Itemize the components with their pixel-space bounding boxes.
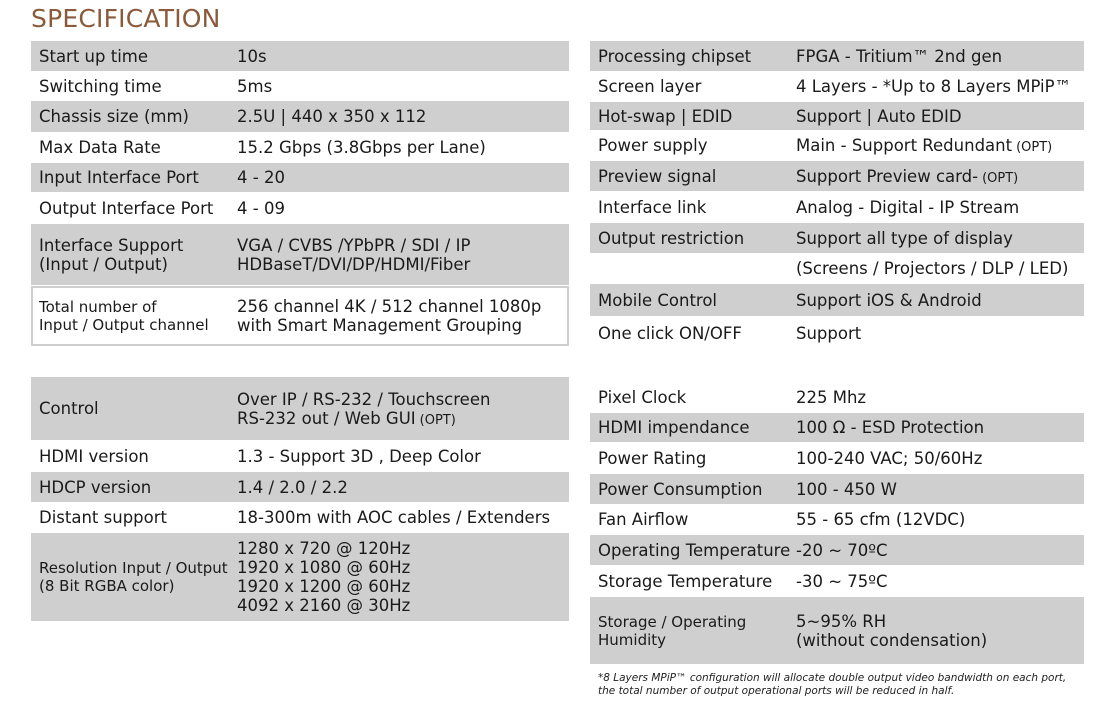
spec-label-line: Storage / Operating	[598, 612, 747, 631]
spec-label-line: Input / Output channel	[39, 315, 209, 334]
spec-label-line: Max Data Rate	[39, 138, 161, 157]
spec-value-line	[796, 259, 1068, 278]
spec-value-line	[237, 478, 348, 497]
spec-label-line: Humidity	[598, 630, 667, 649]
spec-row	[590, 566, 1084, 597]
spec-label-line: (8 Bit RGBA color)	[39, 577, 175, 595]
optional-badge: (OPT)	[419, 412, 456, 428]
spec-label	[590, 505, 796, 534]
spec-label-line: Interface link	[598, 197, 707, 217]
spec-value-line	[796, 198, 1019, 217]
spec-label	[31, 441, 237, 471]
spec-value	[237, 441, 481, 471]
spec-value-line	[237, 47, 267, 66]
spec-label-line: Chassis size (mm)	[39, 107, 189, 126]
spec-value-line	[237, 138, 486, 157]
spec-value-text: 1.4 / 2.0 / 2.2	[237, 477, 348, 497]
spec-value-line	[237, 577, 410, 596]
spec-row	[31, 41, 569, 72]
spec-value-text: 4 Layers - *Up to 8 Layers MPiP™	[796, 77, 1072, 96]
spec-label-line: Power supply	[598, 136, 708, 155]
footnote-line: *8 Layers MPiP™ configuration will allocate double output video bandwidth on each port,	[598, 672, 1067, 684]
spec-row	[31, 72, 569, 101]
spec-row	[31, 224, 569, 286]
spec-label	[31, 286, 237, 345]
spec-value	[237, 72, 272, 100]
spec-label	[31, 101, 237, 132]
spec-row	[590, 131, 1084, 161]
spec-row	[31, 472, 569, 503]
spec-value-line	[796, 418, 984, 437]
spec-label	[590, 161, 796, 191]
spec-label	[31, 163, 237, 192]
spec-label	[590, 223, 796, 253]
spec-value-line	[796, 167, 1018, 186]
spec-value-text: 55 - 65 cfm (12VDC)	[796, 510, 966, 529]
spec-value	[796, 41, 1002, 71]
spec-value-line	[237, 77, 272, 96]
spec-value	[796, 254, 1068, 283]
spec-value-line	[796, 631, 987, 650]
spec-row	[590, 505, 1084, 535]
spec-value	[796, 566, 888, 596]
spec-row	[31, 101, 569, 133]
spec-value-line	[237, 539, 410, 558]
spec-table-right-top	[590, 41, 1084, 351]
spec-label-line: Control	[39, 399, 99, 418]
spec-label	[31, 224, 237, 285]
spec-label-line: Distant support	[39, 508, 167, 527]
spec-row	[31, 133, 569, 163]
spec-value-line	[796, 388, 866, 407]
spec-value-line	[796, 480, 897, 499]
spec-value-text: Main - Support Redundant	[796, 136, 1013, 155]
spec-value-text: FPGA - Tritium™ 2nd gen	[796, 46, 1003, 66]
spec-label-line: Switching time	[39, 76, 162, 96]
spec-value	[796, 413, 984, 442]
spec-value-line	[237, 409, 490, 428]
spec-label-line: Input Interface Port	[39, 168, 199, 187]
spec-label-line: Operating Temperature	[598, 540, 791, 560]
spec-value-text: 10s	[237, 46, 267, 66]
spec-value-text: 100 - 450 W	[796, 479, 897, 499]
spec-value-line	[237, 107, 426, 126]
spec-value-line	[796, 324, 861, 343]
spec-label-line: Interface Support	[39, 235, 184, 255]
spec-label	[590, 317, 796, 350]
spec-label	[590, 72, 796, 101]
spec-value	[237, 533, 410, 621]
spec-value-line	[796, 107, 962, 126]
spec-value	[796, 317, 861, 350]
spec-row	[590, 284, 1084, 317]
spec-value-line	[237, 447, 481, 466]
spec-value-text: 1920 x 1200 @ 60Hz	[237, 577, 411, 596]
spec-value-text: Support Preview card-	[796, 166, 979, 186]
spec-value-text: 4 - 09	[237, 198, 285, 218]
spec-value	[237, 286, 541, 345]
spec-label	[590, 566, 796, 596]
spec-value	[237, 163, 285, 192]
footnote	[598, 672, 1066, 698]
spec-label-line: Power Rating	[598, 448, 707, 468]
spec-label-line: One click ON/OFF	[598, 324, 742, 343]
spec-label-line: Mobile Control	[598, 290, 718, 310]
spec-value-text: 225 Mhz	[796, 387, 867, 407]
footnote-line: the total number of output operational ports will be reduced in half.	[598, 685, 955, 697]
spec-value	[796, 72, 1071, 101]
spec-label-line: Output restriction	[598, 228, 745, 248]
spec-value-text: 5~95% RH	[796, 611, 887, 631]
spec-value-text: (Screens / Projectors / DLP / LED)	[796, 259, 1069, 278]
spec-row	[31, 441, 569, 472]
spec-row	[590, 41, 1084, 72]
spec-value	[796, 223, 1013, 253]
spec-value-text: VGA / CVBS /YPbPR / SDI / IP	[237, 235, 471, 255]
spec-value-text: Support	[796, 324, 862, 343]
spec-label-line: Processing chipset	[598, 46, 752, 66]
spec-label-line: (Input / Output)	[39, 254, 168, 274]
spec-label-line: Hot-swap | EDID	[598, 106, 733, 126]
spec-value	[237, 224, 470, 285]
spec-label	[590, 192, 796, 222]
spec-label	[590, 254, 796, 283]
spec-value-text: 1920 x 1080 @ 60Hz	[237, 558, 411, 577]
spec-value-text: 100-240 VAC; 50/60Hz	[796, 448, 983, 468]
spec-row	[31, 533, 569, 622]
spec-value-text: Support all type of display	[796, 228, 1013, 248]
spec-value-text: 2.5U | 440 x 350 x 112	[237, 107, 427, 126]
spec-value-text: Over IP / RS-232 / Touchscreen	[237, 389, 491, 409]
spec-value	[237, 377, 490, 440]
spec-label	[31, 472, 237, 502]
spec-label-line: Fan Airflow	[598, 510, 689, 529]
spec-value-line	[796, 229, 1013, 248]
spec-value	[796, 597, 987, 664]
spec-value	[796, 474, 897, 504]
spec-label-line: HDMI version	[39, 446, 149, 466]
spec-label	[590, 102, 796, 130]
spec-label	[31, 72, 237, 100]
spec-table-left-top	[31, 41, 569, 346]
spec-value	[237, 472, 348, 502]
spec-value-text: 100 Ω - ESD Protection	[796, 418, 985, 437]
spec-value-line	[237, 390, 490, 409]
spec-value-text: Support | Auto EDID	[796, 106, 962, 126]
spec-label-line: Total number of	[39, 297, 157, 316]
spec-label-line: Preview signal	[598, 166, 717, 186]
spec-label-line: Power Consumption	[598, 479, 763, 499]
spec-label-line: Resolution Input / Output	[39, 559, 228, 577]
spec-value-text: with Smart Management Grouping	[237, 315, 523, 335]
spec-label-line: Screen layer	[598, 77, 702, 96]
spec-value-text: HDBaseT/DVI/DP/HDMI/Fiber	[237, 254, 471, 274]
page-title: SPECIFICATION	[31, 4, 221, 33]
spec-label-line: HDMI impendance	[598, 418, 750, 437]
spec-label	[31, 41, 237, 71]
spec-table-left-bottom	[31, 377, 569, 622]
spec-value-line	[796, 541, 888, 560]
spec-value	[796, 192, 1019, 222]
spec-value-text: 1280 x 720 @ 120Hz	[237, 539, 411, 558]
spec-value-line	[796, 510, 965, 529]
spec-value-line	[237, 316, 541, 335]
spec-row	[31, 377, 569, 441]
spec-value-line	[796, 77, 1071, 96]
spec-value	[237, 193, 285, 223]
spec-value	[796, 102, 962, 130]
spec-value-line	[237, 255, 470, 274]
spec-value-text: 256 channel 4K / 512 channel 1080p	[237, 296, 542, 316]
spec-row	[590, 443, 1084, 474]
spec-row	[590, 382, 1084, 413]
spec-value	[796, 161, 1018, 191]
spec-value-line	[237, 596, 410, 615]
spec-label	[590, 474, 796, 504]
spec-value-text: -20 ~ 70ºC	[796, 540, 888, 560]
spec-row	[590, 254, 1084, 284]
spec-value-text: 18-300m with AOC cables / Extenders	[237, 508, 551, 527]
spec-table-right-bottom	[590, 382, 1084, 665]
spec-value	[796, 535, 888, 565]
spec-value-text: RS-232 out / Web GUI	[237, 408, 416, 428]
spec-label	[590, 443, 796, 473]
spec-row	[590, 474, 1084, 505]
spec-value	[796, 131, 1052, 160]
spec-label	[590, 382, 796, 412]
spec-value-text: 5ms	[237, 76, 273, 96]
spec-value-text: 4 - 20	[237, 168, 285, 187]
spec-value-line	[796, 47, 1002, 66]
spec-value-text: 15.2 Gbps (3.8Gbps per Lane)	[237, 138, 486, 157]
spec-label	[31, 193, 237, 223]
spec-row	[590, 317, 1084, 351]
spec-value-line	[237, 199, 285, 218]
spec-value-line	[237, 297, 541, 316]
spec-row	[31, 503, 569, 533]
spec-label	[31, 133, 237, 162]
spec-label-line: Pixel Clock	[598, 387, 687, 407]
spec-label	[590, 597, 796, 664]
spec-value-line	[796, 612, 987, 631]
spec-value-line	[796, 291, 982, 310]
spec-value-line	[796, 572, 888, 591]
spec-value	[237, 503, 550, 532]
spec-value	[237, 101, 426, 132]
spec-value-text: 1.3 - Support 3D , Deep Color	[237, 446, 481, 466]
spec-row	[590, 535, 1084, 566]
spec-row	[31, 193, 569, 224]
spec-value-text: Analog - Digital - IP Stream	[796, 197, 1020, 217]
spec-label	[590, 131, 796, 160]
spec-row	[590, 413, 1084, 443]
spec-row	[590, 192, 1084, 223]
spec-row	[590, 72, 1084, 102]
spec-label-line: Output Interface Port	[39, 198, 214, 218]
spec-row	[31, 163, 569, 193]
spec-label-line: Storage Temperature	[598, 571, 773, 591]
spec-label	[590, 284, 796, 316]
spec-label	[31, 533, 237, 621]
optional-badge: (OPT)	[1016, 140, 1053, 155]
spec-value	[796, 284, 982, 316]
spec-row	[31, 286, 569, 346]
spec-value-text: Support iOS & Android	[796, 290, 982, 310]
spec-row	[590, 161, 1084, 192]
spec-label	[590, 41, 796, 71]
spec-label	[31, 503, 237, 532]
spec-label-line: Start up time	[39, 46, 149, 66]
spec-label	[590, 535, 796, 565]
spec-value	[237, 133, 486, 162]
spec-row	[590, 223, 1084, 254]
spec-value-line	[237, 236, 470, 255]
spec-value-line	[237, 558, 410, 577]
spec-value	[237, 41, 267, 71]
spec-value	[796, 443, 982, 473]
spec-label-line: HDCP version	[39, 477, 152, 497]
spec-row	[590, 102, 1084, 131]
spec-label	[590, 413, 796, 442]
spec-value-line	[237, 168, 285, 187]
spec-value-line	[796, 136, 1052, 155]
spec-value	[796, 382, 866, 412]
spec-value-text: 4092 x 2160 @ 30Hz	[237, 596, 411, 615]
spec-label	[31, 377, 237, 440]
spec-value-line	[796, 449, 982, 468]
spec-row	[590, 597, 1084, 665]
optional-badge: (OPT)	[982, 170, 1019, 186]
spec-value	[796, 505, 965, 534]
spec-value-text: -30 ~ 75ºC	[796, 571, 888, 591]
spec-value-line	[237, 508, 550, 527]
spec-value-text: (without condensation)	[796, 630, 988, 650]
